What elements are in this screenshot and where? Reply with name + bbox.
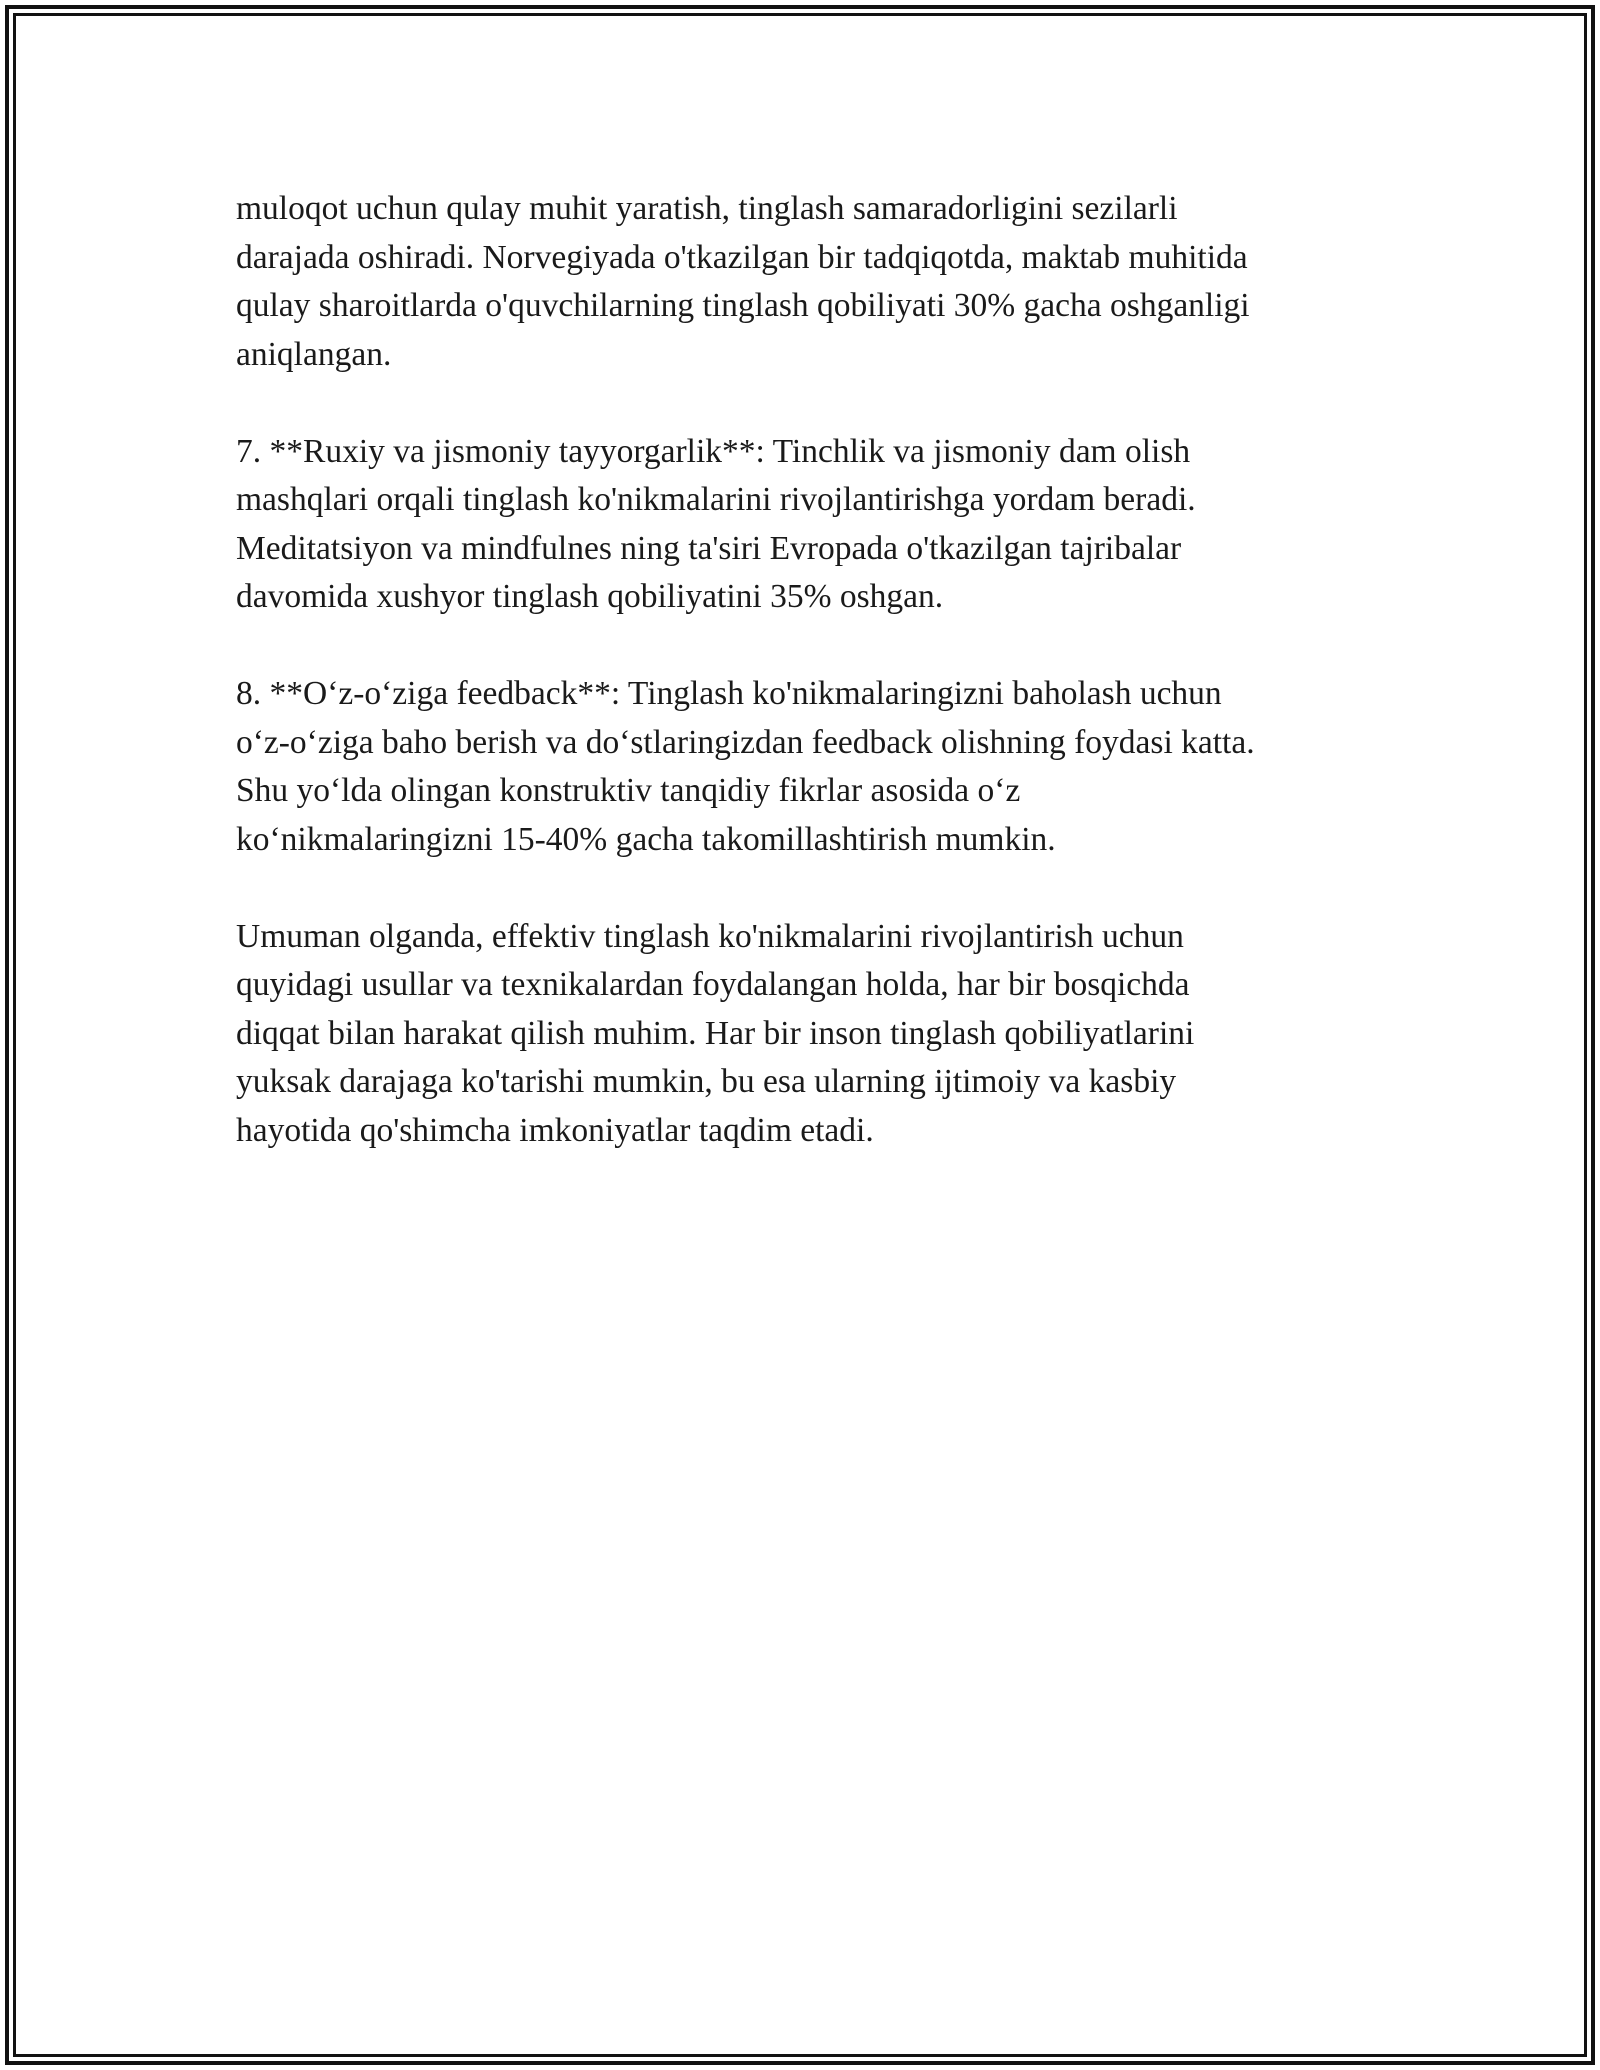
text-line: Meditatsiyon va mindfulnes ning ta'siri Evropada o'tkazilgan tajribalar — [236, 529, 1182, 567]
text-line: aniqlangan. — [236, 335, 392, 373]
text-line: 8. **O‘z-o‘ziga feedback**: Tinglash ko'nikmalaringizni baholash uchun — [236, 675, 1222, 712]
text-line: quyidagi usullar va texnikalardan foydalangan holda, har bir bosqichda — [236, 966, 1190, 1003]
text-line: diqqat bilan harakat qilish muhim. Har bir inson tinglash qobiliyatlarini — [236, 1014, 1195, 1052]
paragraph-environment-continuation — [236, 185, 1366, 379]
paragraph-item-7 — [236, 428, 1366, 622]
text-line: Umuman olganda, effektiv tinglash ko'nikmalarini rivojlantirish uchun — [236, 917, 1184, 955]
paragraph-item-8 — [236, 670, 1366, 864]
text-line: darajada oshiradi. Norvegiyada o'tkazilgan bir tadqiqotda, maktab muhitida — [236, 238, 1248, 276]
text-line: ko‘nikmalaringizni 15-40% gacha takomillashtirish mumkin. — [236, 820, 1056, 858]
text-line: Shu yo‘lda olingan konstruktiv tanqidiy fikrlar asosida o‘z — [236, 772, 1021, 809]
text-line: hayotida qo'shimcha imkoniyatlar taqdim etadi. — [236, 1111, 874, 1149]
text-line: mashqlari orqali tinglash ko'nikmalarini rivojlantirishga yordam beradi. — [236, 481, 1196, 518]
document-body — [236, 185, 1366, 1204]
paragraph-conclusion — [236, 913, 1366, 1156]
text-line: o‘z-o‘ziga baho berish va do‘stlaringizdan feedback olishning foydasi katta. — [236, 723, 1255, 761]
text-line: davomida xushyor tinglash qobiliyatini 35% oshgan. — [236, 578, 944, 615]
text-line: 7. **Ruxiy va jismoniy tayyorgarlik**: Tinchlik va jismoniy dam olish — [236, 432, 1191, 470]
text-line: muloqot uchun qulay muhit yaratish, tinglash samaradorligini sezilarli — [236, 190, 1178, 227]
text-line: yuksak darajaga ko'tarishi mumkin, bu esa ularning ijtimoiy va kasbiy — [236, 1063, 1177, 1100]
text-line: qulay sharoitlarda o'quvchilarning tinglash qobiliyati 30% gacha oshganligi — [236, 287, 1250, 324]
